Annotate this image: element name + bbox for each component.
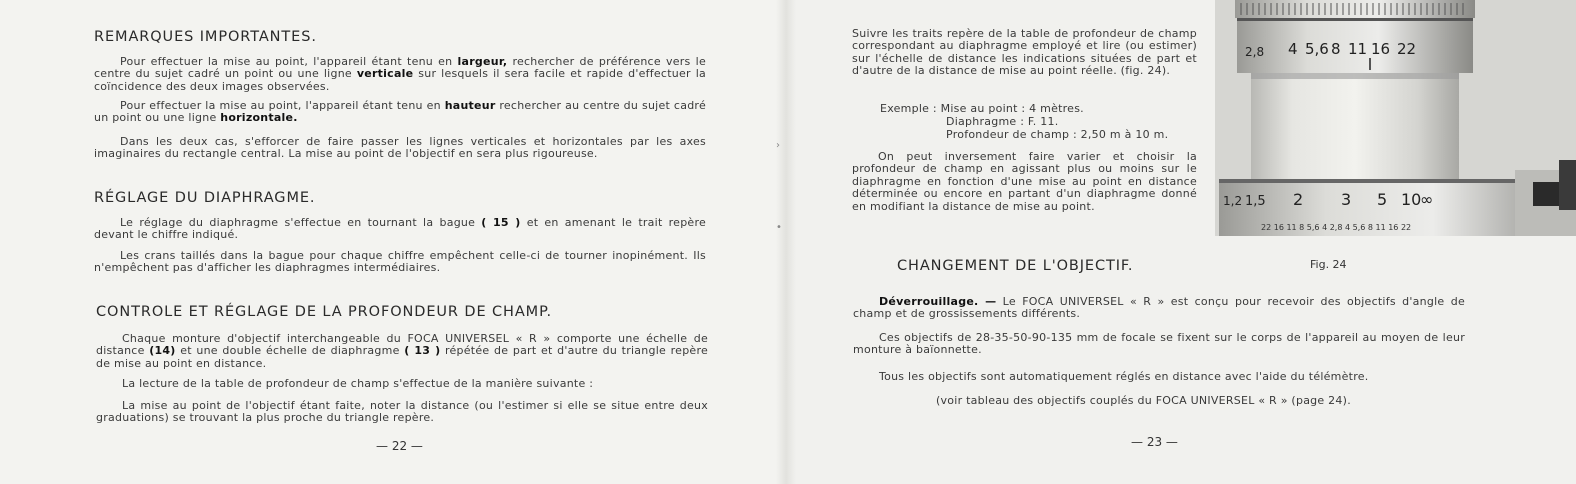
text: sur lesquels il sera facile et rapide d'effectuer la coïncidence des deux images observées. [94,67,706,93]
paragraph-monture [96,333,708,370]
margin-mark: › [776,140,780,151]
paragraph-telemetre: Tous les objectifs sont automatiquement réglés en distance avec l'aide du télémètre. [879,370,1369,383]
paragraph-axes: Dans les deux cas, s'efforcer de faire passer les lignes verticales et horizontales par les axes imaginaires du rectangle central. La mise au point de l'objectif en sera plus rigoureuse. [94,135,706,161]
bold-text: Déverrouillage. — [879,295,997,308]
aperture-8: 8 [1331,40,1341,58]
heading-diaphragme: RÉGLAGE DU DIAPHRAGME. [94,190,316,206]
distance-3: 3 [1341,190,1352,209]
aperture-4: 4 [1288,40,1298,58]
page-number-22: — 22 — [376,439,423,453]
text: Pour effectuer la mise au point, l'appareil étant tenu en [120,99,445,112]
distance-2: 2 [1293,190,1304,209]
paragraph-hauteur [94,100,706,125]
bold-text: ( 13 ) [404,344,441,358]
figure-caption: Fig. 24 [1310,258,1347,271]
paragraph-suivre: Suivre les traits repère de la table de profondeur de champ correspondant au diaphragme employé et lire (ou estimer) sur l'échelle de distance les indications situées de part et d'autre de la distance de mise au point réelle. (fig. 24). [852,27,1197,78]
example-line-3: Profondeur de champ : 2,50 m à 10 m. [946,128,1169,141]
text: Chaque monture d'objectif interchangeable du FOCA UNIVERSEL « R » comporte une échelle de distance [96,332,708,358]
book-gutter [776,0,796,484]
aperture-11: 11 [1348,40,1368,58]
text: et en amenant le trait repère devant le chiffre indiqué. [94,216,706,242]
distance-infinity: ∞ [1420,190,1434,209]
paragraph-tableau: (voir tableau des objectifs couplés du FOCA UNIVERSEL « R » (page 24). [936,394,1351,407]
paragraph-crans: Les crans taillés dans la bague pour chaque chiffre empêchent celle-ci de tourner inopinément. Ils n'empêchent pas d'afficher les diaphragmes intermédiaires. [94,249,706,275]
aperture-22: 22 [1397,40,1417,58]
dof-scale: 22 16 11 8 5,6 4 2,8 4 5,6 8 11 16 22 [1261,223,1412,232]
aperture-16: 16 [1371,40,1391,58]
text: Le réglage du diaphragme s'effectue en tournant la bague [120,216,482,229]
example-line-1: Exemple : Mise au point : 4 mètres. [880,102,1084,115]
bold-text: ( 15 ) [481,216,521,229]
heading-changement: CHANGEMENT DE L'OBJECTIF. [897,258,1134,274]
paragraph-largeur [94,56,706,93]
paragraph-mise-au-point: La mise au point de l'objectif étant faite, noter la distance (ou l'estimer si elle se situe entre deux graduations) se trouvant la plus proche du triangle repère. [96,399,708,425]
bold-text: (14) [149,344,176,358]
bold-text: horizontale. [220,111,298,125]
page-number-23: — 23 — [1131,435,1178,449]
bold-text: hauteur [444,99,496,112]
paragraph-inversement: On peut inversement faire varier et choisir la profondeur de champ en agissant plus ou moins sur le diaphragme en fonction d'une mise au point en distance déterminée ou encore en partant d'un diaphragme donné en modifiant la distance de mise au point. [852,150,1197,213]
text: Pour effectuer la mise au point, l'appareil étant tenu en [120,55,458,68]
text: et une double échelle de diaphragme [175,344,405,358]
margin-mark: • [776,222,782,233]
bold-text: verticale [356,67,414,81]
lens-photo [1215,0,1576,236]
heading-remarques: REMARQUES IMPORTANTES. [94,29,317,45]
paragraph-deverrouillage [853,296,1465,321]
paragraph-lecture: La lecture de la table de profondeur de champ s'effectue de la manière suivante : [122,377,594,390]
aperture-2-8: 2,8 [1245,45,1265,59]
bold-text: largeur, [457,55,508,68]
text: Le FOCA UNIVERSEL « R » est conçu pour recevoir des objectifs d'angle de champ et de grossissements différents. [853,295,1465,321]
distance-1-2: 1,2 [1223,194,1243,208]
text: rechercher de préférence vers le centre du sujet cadré un point ou une ligne [94,55,706,81]
distance-1-5: 1,5 [1245,194,1266,209]
text: répétée de part et d'autre du triangle repère de mise au point en distance. [96,344,708,370]
paragraph-bague [94,217,706,242]
distance-10: 10 [1401,190,1422,209]
example-line-2: Diaphragme : F. 11. [946,115,1059,128]
text: rechercher au centre du sujet cadré un point ou une ligne [94,99,706,125]
heading-profondeur: CONTROLE ET RÉGLAGE DE LA PROFONDEUR DE CHAMP. [96,304,552,320]
lens-illustration [1215,0,1576,236]
distance-5: 5 [1377,190,1388,209]
aperture-5-6: 5,6 [1305,40,1329,58]
paragraph-objectifs: Ces objectifs de 28-35-50-90-135 mm de focale se fixent sur le corps de l'appareil au moyen de leur monture à baïonnette. [853,331,1465,357]
